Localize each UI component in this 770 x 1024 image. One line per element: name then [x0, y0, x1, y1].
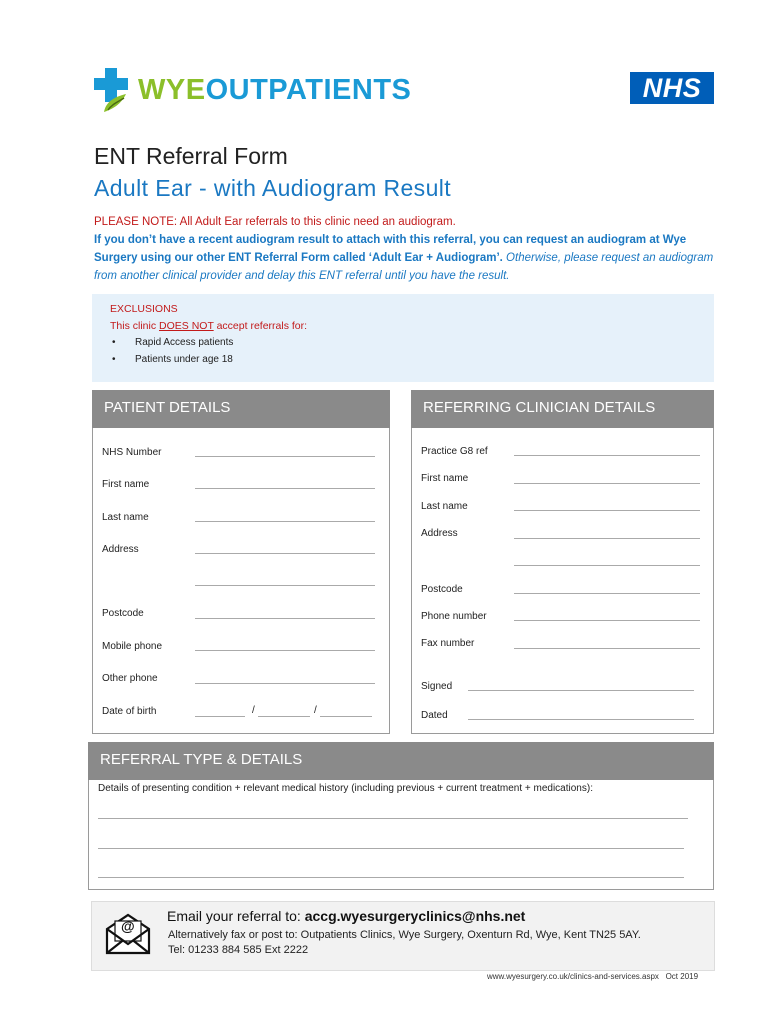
patient-last-name-field[interactable]: [195, 521, 375, 522]
exclusions-sub-suffix: accept referrals for:: [213, 320, 308, 332]
nhs-logo: NHS: [630, 72, 714, 104]
audiogram-instructions-italic: Otherwise, please request an audiogram from another clinical provider and delay this ENT referral until you have the result.: [94, 252, 714, 282]
bullet-icon: •: [112, 337, 116, 348]
exclusions-subtitle: [110, 320, 307, 332]
mobile-phone-field[interactable]: [195, 650, 375, 651]
dob-day-field[interactable]: [195, 716, 245, 717]
nhs-number-label: NHS Number: [102, 447, 162, 458]
clinician-address-label: Address: [421, 528, 458, 539]
exclusion-item-label: Rapid Access patients: [135, 337, 234, 348]
mobile-phone-label: Mobile phone: [102, 641, 163, 652]
bullet-icon: •: [112, 354, 116, 365]
other-phone-label: Other phone: [102, 673, 158, 684]
email-envelope-icon: [104, 911, 152, 955]
clinician-address-field-2[interactable]: [514, 565, 700, 566]
exclusions-sub-prefix: This clinic: [110, 320, 160, 332]
patient-address-field-1[interactable]: [195, 553, 375, 554]
exclusions-title: EXCLUSIONS: [110, 303, 178, 315]
clinician-first-name-label: First name: [421, 473, 469, 484]
patient-last-name-label: Last name: [102, 512, 149, 523]
dated-label: Dated: [421, 710, 448, 721]
practice-g8-label: Practice G8 ref: [421, 446, 488, 457]
footer: [487, 972, 698, 981]
footer-date: Oct 2019: [665, 972, 699, 981]
telephone-contact: Tel: 01233 884 585 Ext 2222: [168, 944, 309, 956]
other-phone-field[interactable]: [195, 683, 375, 684]
signed-label: Signed: [421, 681, 453, 692]
email-instruction: [167, 908, 525, 924]
nhs-number-field[interactable]: [195, 456, 375, 457]
dob-separator: /: [314, 705, 317, 716]
brand-logo-part2: OUTPATIENTS: [205, 74, 412, 106]
audiogram-instructions: [94, 231, 724, 285]
signature-field[interactable]: [468, 690, 694, 691]
date-of-birth-label: Date of birth: [102, 706, 157, 717]
exclusion-item: [112, 337, 233, 348]
referral-details-label: Details of presenting condition + relevant medical history (including previous + current treatment + medications):: [98, 783, 593, 794]
referral-details-heading: REFERRAL TYPE & DETAILS: [88, 742, 714, 780]
clinician-fax-field[interactable]: [514, 648, 700, 649]
referral-details-panel: [88, 780, 714, 890]
exclusion-item-label: Patients under age 18: [135, 354, 233, 365]
clinician-details-heading: REFERRING CLINICIAN DETAILS: [411, 390, 714, 428]
email-prefix: Email your referral to:: [167, 908, 305, 924]
dob-month-field[interactable]: [258, 716, 310, 717]
referral-email-link[interactable]: accg.wyesurgeryclinics@nhs.net: [304, 908, 526, 924]
dob-year-field[interactable]: [320, 716, 372, 717]
clinician-phone-field[interactable]: [514, 620, 700, 621]
audiogram-note: PLEASE NOTE: All Adult Ear referrals to this clinic need an audiogram.: [94, 216, 456, 228]
at-symbol: @: [121, 918, 135, 934]
clinician-last-name-field[interactable]: [514, 510, 700, 511]
referral-details-line-3[interactable]: [98, 877, 684, 878]
dob-separator: /: [252, 705, 255, 716]
referral-details-line-2[interactable]: [98, 848, 684, 849]
clinician-phone-label: Phone number: [421, 611, 487, 622]
referral-details-line-1[interactable]: [98, 818, 688, 819]
patient-address-label: Address: [102, 544, 139, 555]
form-title: ENT Referral Form: [94, 143, 288, 169]
patient-postcode-label: Postcode: [102, 608, 144, 619]
patient-first-name-label: First name: [102, 479, 150, 490]
patient-postcode-field[interactable]: [195, 618, 375, 619]
audiogram-instructions-bold: If you don’t have a recent audiogram result to attach with this referral, you can request an audiogram at Wye Surgery using our other ENT Referral Form called ‘Adult Ear + Audiogram’.: [94, 234, 687, 264]
brand-logo: [138, 74, 411, 107]
clinician-last-name-label: Last name: [421, 501, 468, 512]
exclusions-sub-emphasis: DOES NOT: [159, 320, 214, 332]
clinician-fax-label: Fax number: [421, 638, 475, 649]
clinician-postcode-label: Postcode: [421, 584, 463, 595]
practice-g8-field[interactable]: [514, 455, 700, 456]
alternative-contact: Alternatively fax or post to: Outpatients Clinics, Wye Surgery, Oxenturn Rd, Wye, Kent TN25 5AY.: [168, 929, 641, 941]
patient-first-name-field[interactable]: [195, 488, 375, 489]
brand-logo-part1: WYE: [138, 74, 206, 106]
dated-field[interactable]: [468, 719, 694, 720]
patient-details-heading: PATIENT DETAILS: [92, 390, 390, 428]
clinician-postcode-field[interactable]: [514, 593, 700, 594]
clinician-address-field-1[interactable]: [514, 538, 700, 539]
clinician-first-name-field[interactable]: [514, 483, 700, 484]
patient-details-panel: [92, 428, 390, 734]
patient-address-field-2[interactable]: [195, 585, 375, 586]
footer-url[interactable]: www.wyesurgery.co.uk/clinics-and-services.aspx: [487, 972, 659, 981]
wye-cross-logo-icon: [92, 68, 134, 114]
form-subtitle: Adult Ear - with Audiogram Result: [94, 175, 452, 201]
exclusion-item: [112, 354, 233, 365]
